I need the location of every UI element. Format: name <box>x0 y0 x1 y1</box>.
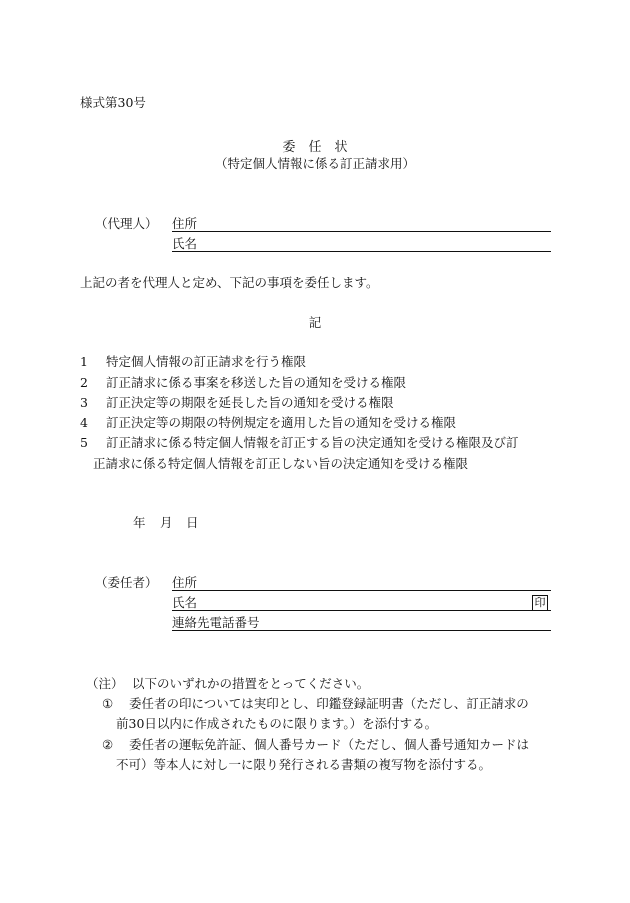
notes-label: （注） <box>86 676 124 691</box>
agent-name-field[interactable] <box>172 251 551 252</box>
agent-name-label: 氏名 <box>172 236 198 251</box>
date-year: 年 <box>133 515 146 530</box>
item-5-text-continued: 正請求に係る特定個人情報を訂正しない旨の決定通知を受ける権限 <box>93 456 469 471</box>
ki-heading: 記 <box>308 315 322 330</box>
agent-address-label: 住所 <box>172 216 198 231</box>
notes-intro: 以下のいずれかの措置をとってください。 <box>132 676 370 691</box>
seal-box: 印 <box>532 595 548 611</box>
note-2-line-1: 委任者の運転免許証、個人番号カード（ただし、個人番号通知カードは <box>129 737 530 752</box>
item-3-text: 訂正決定等の期限を延長した旨の通知を受ける権限 <box>106 395 394 410</box>
principal-phone-label: 連絡先電話番号 <box>172 615 260 630</box>
item-5-text: 訂正請求に係る特定個人情報を訂正する旨の決定通知を受ける権限及び訂 <box>106 435 519 450</box>
principal-name-field[interactable] <box>172 610 551 611</box>
item-4-text: 訂正決定等の期限の特例規定を適用した旨の通知を受ける権限 <box>106 415 457 430</box>
form-number: 様式第30号 <box>80 95 146 110</box>
principal-address-field[interactable] <box>172 590 551 591</box>
note-1-mark: ① <box>102 696 114 711</box>
note-2-line-2: 不可）等本人に対し一に限り発行される書類の複写物を添付する。 <box>116 757 492 772</box>
document-title: 委 任 状 <box>282 140 348 155</box>
principal-name-label: 氏名 <box>172 595 198 610</box>
principal-address-label: 住所 <box>172 575 198 590</box>
item-2-text: 訂正請求に係る事案を移送した旨の通知を受ける権限 <box>106 375 407 390</box>
note-2-mark: ② <box>102 737 114 752</box>
item-2-number: 2 <box>80 375 88 390</box>
principal-label: （委任者） <box>95 575 158 590</box>
item-3-number: 3 <box>80 395 88 410</box>
date-month: 月 <box>160 515 173 530</box>
item-1-text: 特定個人情報の訂正請求を行う権限 <box>106 354 307 369</box>
note-1-line-1: 委任者の印については実印とし、印鑑登録証明書（ただし、訂正請求の <box>129 696 529 711</box>
note-1-line-2: 前30日以内に作成されたものに限ります。）を添付する。 <box>116 716 438 731</box>
agent-label: （代理人） <box>95 216 158 231</box>
principal-phone-field[interactable] <box>172 630 551 631</box>
document-subtitle: （特定個人情報に係る訂正請求用） <box>214 156 415 171</box>
item-5-number: 5 <box>80 435 88 450</box>
item-4-number: 4 <box>80 415 88 430</box>
agent-address-field[interactable] <box>172 231 551 232</box>
item-1-number: 1 <box>80 354 88 369</box>
date-day: 日 <box>186 515 199 530</box>
delegation-statement: 上記の者を代理人と定め、下記の事項を委任します。 <box>80 275 379 290</box>
